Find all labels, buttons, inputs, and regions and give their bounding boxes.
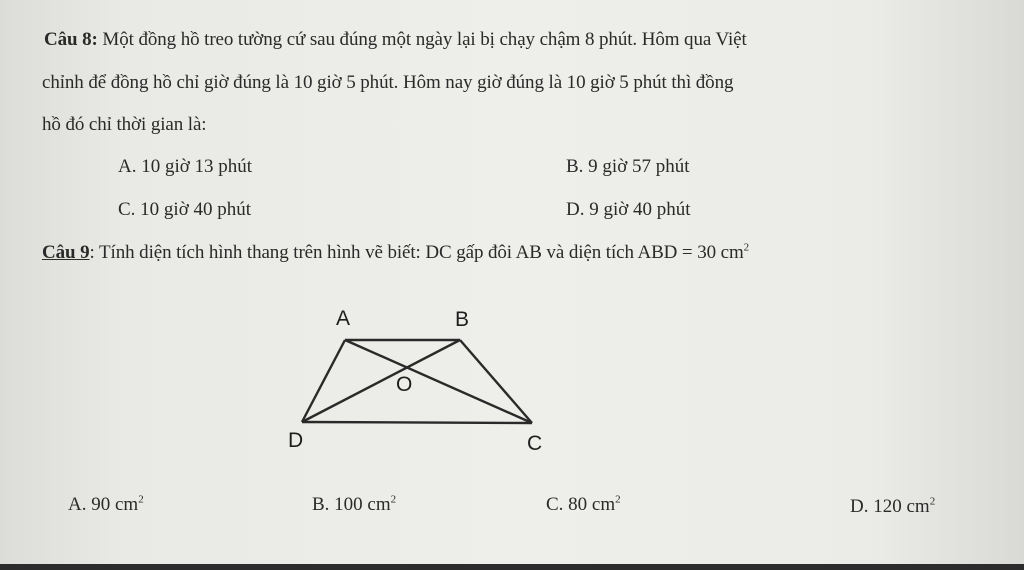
q9-option-d[interactable] [850,496,935,518]
q8-option-a[interactable]: A. 10 giờ 13 phút [118,156,253,177]
q8-option-c[interactable]: C. 10 giờ 40 phút [118,199,252,220]
q9-option-c-sup: 2 [615,493,621,506]
q9-line [42,242,749,264]
q9-option-a-text: A. 90 cm [68,494,139,515]
q8-label: Câu 8: [44,29,98,50]
q8-option-b[interactable]: B. 9 giờ 57 phút [566,156,690,177]
q8-line-3: hồ đó chỉ thời gian là: [42,114,207,135]
q9-option-c[interactable] [546,494,621,516]
vertex-label-o: O [396,373,413,396]
q9-option-d-sup: 2 [929,495,936,508]
q9-label: Câu 9 [42,242,90,263]
q8-line-1 [44,29,747,51]
q9-option-d-text: D. 120 cm [850,496,930,517]
q9-option-b-text: B. 100 cm [312,494,391,515]
q8-text-1: Một đồng hồ treo tường cứ sau đúng một ngày lại bị chạy chậm 8 phút. Hôm qua Việt [97,29,747,50]
q9-option-a[interactable] [68,494,144,516]
q9-option-c-text: C. 80 cm [546,494,616,515]
vertex-label-b: B [455,308,470,331]
q9-option-a-sup: 2 [138,493,144,506]
edge-bc [460,340,532,423]
q9-text-superscript: 2 [743,241,750,254]
q8-option-d[interactable]: D. 9 giờ 40 phút [566,199,691,220]
vertex-label-d: D [288,429,304,452]
vertex-label-a: A [336,307,351,330]
vertex-label-c: C [527,432,543,455]
bottom-edge [0,564,1024,570]
q9-option-b-sup: 2 [390,493,397,506]
q9-text: : Tính diện tích hình thang trên hình vẽ biết: DC gấp đôi AB và diện tích ABD = 30 cm [89,242,744,263]
q9-option-b[interactable] [312,494,396,516]
q8-line-2: chỉnh để đồng hồ chỉ giờ đúng là 10 giờ 5 phút. Hôm nay giờ đúng là 10 giờ 5 phút thì đồng [42,72,734,93]
trapezoid-diagram [280,295,580,465]
edge-cd [302,422,532,423]
